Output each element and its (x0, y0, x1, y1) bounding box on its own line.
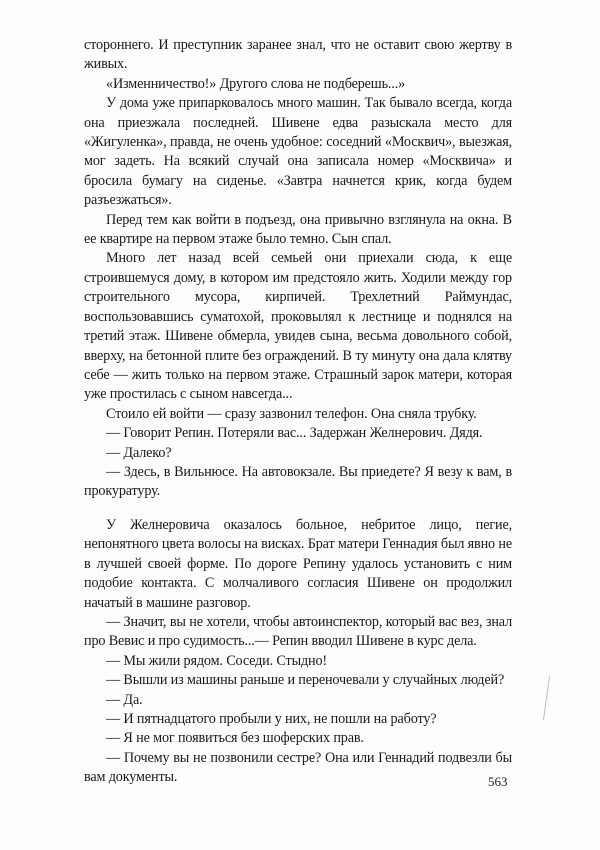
paragraph: «Изменничество!» Другого слова не подберешь...» (106, 75, 406, 92)
dialogue-line: — Мы жили рядом. Соседи. Стыдно! (106, 652, 328, 669)
dialogue-line: — Да. (106, 691, 143, 708)
paragraph: Стоило ей войти — сразу зазвонил телефон. Она сняла трубку. (106, 405, 477, 422)
paragraph: Много лет назад всей семьей они приехали сюда, к еще строившемуся дому, в котором им предстояло жить. Ходили между гор строительного мусора, кирпичей. Трехлетний Раймундас, воспользовавшись суматохой, проковылял к лестнице и поднялся на третий этаж. Шивене обмерла, увидев сына, весьма довольного собой, вверху, на бетонной плите без ограждений. В ту минуту она дала клятву себе — жить только на первом этаже. Страшный зарок матери, которая уже простилась с сыном навсегда... (84, 250, 512, 403)
paragraph: У дома уже припарковалось много машин. Так бывало всегда, когда она приезжала последней. Шивене едва разыскала место для «Жигуленка», правда, не очень удобное: соседний «Москвич», выезжая, мог задеть. На всякий случай она записала номер «Москвича» и бросила бумагу на сиденье. «Завтра начнется крик, когда будем разъезжаться». (84, 95, 512, 209)
dialogue-line: — Я не мог появиться без шоферских прав. (106, 730, 364, 747)
dialogue-line: — Говорит Репин. Потеряли вас... Задержан Желнерович. Дядя. (106, 425, 483, 442)
paragraph: стороннего. И преступник заранее знал, что не оставит свою жертву в живых. (84, 37, 512, 73)
dialogue-line: — Почему вы не позвонили сестре? Она или Геннадий подвезли бы вам документы. (84, 749, 512, 786)
text-block-top (84, 36, 512, 502)
dialogue-line: — Вышли из машины раньше и переночевали у случайных людей? (106, 672, 505, 689)
dialogue-line: — Значит, вы не хотели, чтобы автоинспектор, который вас вез, знал про Вевис и про судимость...— Репин вводил Шивене в курс дела. (84, 614, 512, 650)
text-block-bottom (84, 516, 512, 788)
dialogue-line: — И пятнадцатого пробыли у них, не пошли на работу? (106, 711, 437, 728)
dialogue-line: — Здесь, в Вильнюсе. На автовокзале. Вы приедете? Я везу к вам, в прокуратуру. (84, 463, 512, 500)
scan-artifact (543, 676, 550, 720)
paragraph: У Желнеровича оказалось больное, небритое лицо, пегие, непонятного цвета волосы на висках. Брат матери Геннадия был явно не в лучшей своей форме. По дороге Репину удалось установить с ним подобие контакта. С молчаливого согласия Шивене он продолжил начатый в машине разговор. (84, 517, 512, 611)
page-number: 563 (488, 774, 508, 789)
paragraph: Перед тем как войти в подъезд, она привычно взглянула на окна. В ее квартире на первом этаже было темно. Сын спал. (84, 211, 512, 248)
dialogue-line: — Далеко? (106, 444, 172, 461)
